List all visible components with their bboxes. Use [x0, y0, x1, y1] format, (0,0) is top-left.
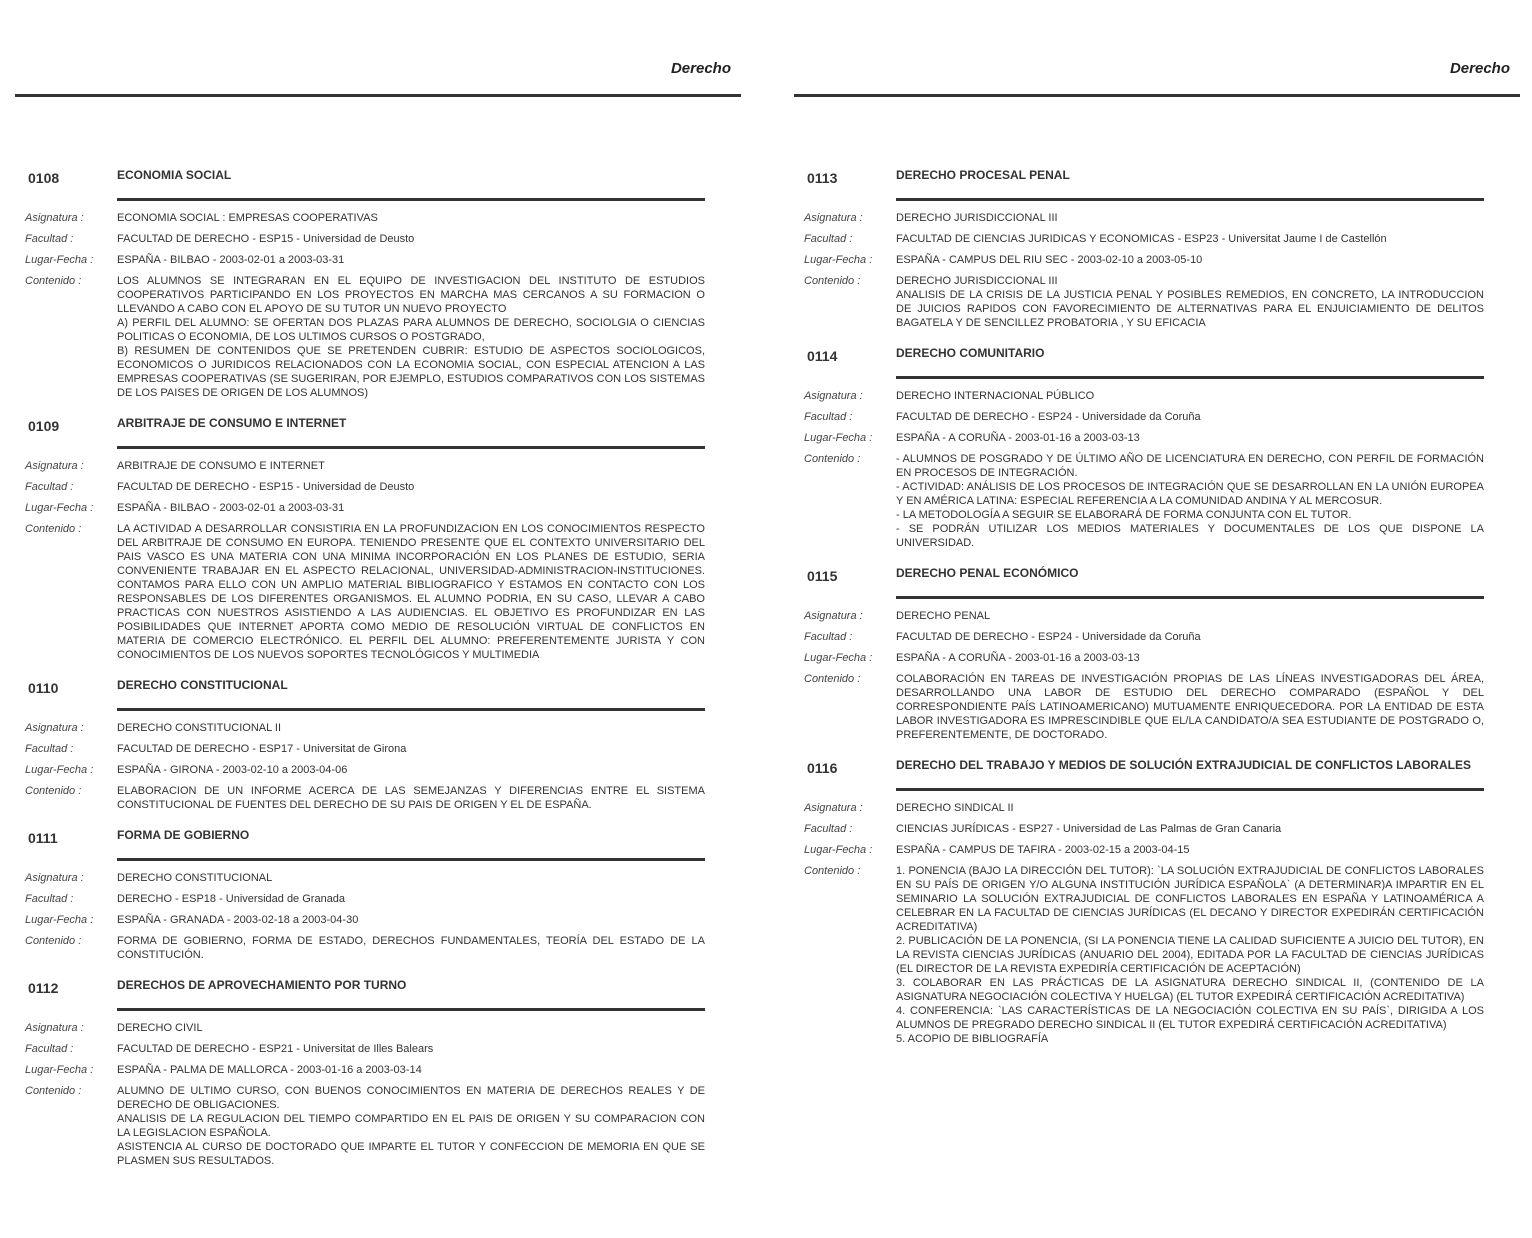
field-value: FACULTAD DE DERECHO - ESP24 - Universidade da Coruña: [896, 631, 1201, 643]
field-value: ESPAÑA - CAMPUS DEL RIU SEC - 2003-02-10 a 2003-05-10: [896, 254, 1203, 266]
field-value: COLABORACIÓN EN TAREAS DE INVESTIGACIÓN PROPIAS DE LAS LÍNEAS INVESTIGADORAS DEL ÁREA, DESARROLLANDO UNA LABOR DE ESTUDIO DEL DERECHO COMPARADO (ESPAÑOL Y DEL CORRESPONDIENTE PAÍS LATINOAMERICANO) MUTUAMENTE ENRIQUECEDORA. POR LA ENTIDAD DE ESTA LABOR INVESTIGADORA ES IMPRESCINDIBLE QUE EL/LA CANDIDATO/A SEA ESTUDIANTE DE POSTGRADO O, PREFERENTEMENTE, DE DOCTORADO.: [896, 673, 1484, 741]
entry-block: [794, 168, 1520, 330]
field-lugar-fecha: [15, 1063, 741, 1077]
field-label: Contenido :: [25, 785, 82, 797]
field-value: FACULTAD DE DERECHO - ESP24 - Universidade da Coruña: [896, 411, 1201, 423]
entry-header: [15, 828, 741, 858]
entry-title: FORMA DE GOBIERNO: [117, 828, 250, 842]
field-label: Facultad :: [25, 893, 74, 905]
field-value: DERECHO SINDICAL II: [896, 802, 1014, 814]
entry-header: [794, 168, 1520, 198]
field-label: Facultad :: [804, 233, 853, 245]
entry-list: [15, 168, 741, 1184]
entry-header: [15, 678, 741, 708]
field-contenido: [794, 274, 1520, 330]
field-asignatura: [15, 211, 741, 225]
field-facultad: [794, 630, 1520, 644]
field-value: ESPAÑA - A CORUÑA - 2003-01-16 a 2003-03-13: [896, 432, 1140, 444]
field-value: FACULTAD DE CIENCIAS JURIDICAS Y ECONOMICAS - ESP23 - Universitat Jaume I de Castellón: [896, 233, 1387, 245]
field-value: ESPAÑA - GRANADA - 2003-02-18 a 2003-04-30: [117, 914, 359, 926]
field-lugar-fecha: [794, 651, 1520, 665]
field-label: Asignatura :: [25, 722, 84, 734]
field-contenido: [794, 672, 1520, 742]
field-facultad: [794, 822, 1520, 836]
field-label: Asignatura :: [804, 802, 863, 814]
entry-block: [794, 758, 1520, 1046]
field-value: DERECHO JURISDICCIONAL III ANALISIS DE LA CRISIS DE LA JUSTICIA PENAL Y POSIBLES REMEDIOS, EN CONCRETO, LA INTRODUCCION DE JUICIOS RAPIDOS CON FAVORECIMIENTO DE ALTERNATIVAS PARA EL ENJUICIAMIENTO DE DELITOS BAGATELA Y DE SENCILLEZ PROBATORIA , Y SU EFICACIA: [896, 275, 1484, 329]
field-value: ESPAÑA - BILBAO - 2003-02-01 a 2003-03-31: [117, 254, 345, 266]
field-label: Asignatura :: [25, 212, 84, 224]
field-label: Asignatura :: [804, 610, 863, 622]
running-head: Derecho: [1449, 60, 1510, 77]
entry-title: DERECHO DEL TRABAJO Y MEDIOS DE SOLUCIÓN EXTRAJUDICIAL DE CONFLICTOS LABORALES: [896, 758, 1471, 772]
entry-title: DERECHO CONSTITUCIONAL: [117, 678, 288, 692]
field-label: Contenido :: [25, 523, 82, 535]
field-lugar-fecha: [794, 253, 1520, 267]
field-label: Lugar-Fecha :: [804, 432, 873, 444]
field-contenido: [15, 274, 741, 400]
field-value: - ALUMNOS DE POSGRADO Y DE ÚLTIMO AÑO DE LICENCIATURA EN DERECHO, CON PERFIL DE FORMACIÓN EN PROCESOS DE INTEGRACIÓN. - ACTIVIDAD: ANÁLISIS DE LOS PROCESOS DE INTEGRACIÓN QUE SE DESARROLLAN EN LA UNIÓN EUROPEA Y EN AMÉRICA LATINA: ESPECIAL REFERENCIA A LA COMUNIDAD ANDINA Y AL MERCOSUR. - LA METODOLOGÍA A SEGUIR SE ELABORARÁ DE FORMA CONJUNTA CON EL TUTOR. - SE PODRÁN UTILIZAR LOS MEDIOS MATERIALES Y DOCUMENTALES DE LOS QUE DISPONE LA UNIVERSIDAD.: [896, 453, 1484, 549]
field-lugar-fecha: [15, 913, 741, 927]
field-label: Contenido :: [25, 275, 82, 287]
field-value: DERECHO - ESP18 - Universidad de Granada: [117, 893, 346, 905]
entry-rule: [896, 198, 1484, 201]
entry-rule: [117, 1008, 705, 1011]
field-facultad: [15, 480, 741, 494]
field-facultad: [15, 742, 741, 756]
entry-rule: [117, 446, 705, 449]
field-label: Asignatura :: [804, 212, 863, 224]
field-label: Contenido :: [25, 1085, 82, 1097]
entry-block: [15, 416, 741, 662]
field-asignatura: [15, 459, 741, 473]
field-label: Lugar-Fecha :: [25, 764, 94, 776]
field-facultad: [15, 892, 741, 906]
field-label: Facultad :: [25, 481, 74, 493]
field-label: Contenido :: [804, 865, 861, 877]
field-label: Facultad :: [25, 743, 74, 755]
field-label: Asignatura :: [804, 390, 863, 402]
field-label: Lugar-Fecha :: [804, 254, 873, 266]
field-lugar-fecha: [794, 431, 1520, 445]
entry-block: [15, 678, 741, 812]
entry-title: DERECHO PENAL ECONÓMICO: [896, 566, 1079, 580]
left-page: [15, 0, 741, 1238]
field-value: ECONOMIA SOCIAL : EMPRESAS COOPERATIVAS: [117, 212, 378, 224]
header-rule: [794, 94, 1520, 97]
field-contenido: [794, 864, 1520, 1046]
entry-code: 0112: [28, 980, 59, 996]
field-facultad: [794, 232, 1520, 246]
field-value: ESPAÑA - PALMA DE MALLORCA - 2003-01-16 a 2003-03-14: [117, 1064, 422, 1076]
field-value: DERECHO CONSTITUCIONAL: [117, 872, 273, 884]
entry-title: ECONOMIA SOCIAL: [117, 168, 232, 182]
field-lugar-fecha: [15, 763, 741, 777]
entry-code: 0113: [807, 170, 838, 186]
entry-block: [15, 978, 741, 1168]
field-value: LA ACTIVIDAD A DESARROLLAR CONSISTIRIA EN LA PROFUNDIZACION EN LOS CONOCIMIENTOS RESPECTO DEL ARBITRAJE DE CONSUMO EN EUROPA. TENIENDO PRESENTE QUE EL CONTEXTO UNIVERSITARIO DEL PAIS VASCO ES UNA MATERIA CON UNA MINIMA INCORPORACIÓN EN LOS PLANES DE ESTUDIO, SERIA CONVENIENTE TRABAJAR EN EL ASPECTO RELACIONAL, UNIVERSIDAD-ADMINISTRACION-INSTITUCIONES. CONTAMOS PARA ELLO CON UN AMPLIO MATERIAL BIBLIOGRAFICO Y ESTAMOS EN CONTACTO CON LOS RESPONSABLES DE LOS DIFERENTES ORGANISMOS. EL ALUMNO PODRIA, EN SU CASO, LLEVAR A CABO PRACTICAS CON NUESTROS ASISTIENDO A LAS AUDIENCIAS. EL OBJETIVO ES PROFUNDIZAR EN LAS POSIBILIDADES QUE INTERNET APORTA COMO MEDIO DE RESOLUCIÓN VIRTUAL DE CONFLICTOS EN MATERIA DE COMERCIO ELECTRÓNICO. EL PERFIL DEL ALUMNO: PREFERENTEMENTE JURISTA Y CON CONOCIMIENTOS DE LOS NUEVOS SOPORTES TECNOLÓGICOS Y MULTIMEDIA: [117, 523, 705, 661]
entry-code: 0109: [28, 418, 60, 434]
field-value: ESPAÑA - CAMPUS DE TAFIRA - 2003-02-15 a 2003-04-15: [896, 844, 1190, 856]
field-lugar-fecha: [15, 253, 741, 267]
field-contenido: [15, 934, 741, 962]
field-value: DERECHO JURISDICCIONAL III: [896, 212, 1058, 224]
field-label: Asignatura :: [25, 1022, 84, 1034]
entry-title: DERECHOS DE APROVECHAMIENTO POR TURNO: [117, 978, 407, 992]
entry-header: [794, 758, 1520, 788]
field-label: Contenido :: [804, 275, 861, 287]
entry-header: [15, 168, 741, 198]
field-contenido: [15, 522, 741, 662]
entry-list: [794, 168, 1520, 1062]
field-asignatura: [794, 801, 1520, 815]
field-label: Lugar-Fecha :: [804, 844, 873, 856]
entry-block: [794, 346, 1520, 550]
field-label: Lugar-Fecha :: [25, 1064, 94, 1076]
field-label: Facultad :: [804, 411, 853, 423]
field-asignatura: [794, 211, 1520, 225]
field-label: Facultad :: [804, 631, 853, 643]
running-head: Derecho: [670, 60, 731, 77]
field-value: DERECHO CIVIL: [117, 1022, 203, 1034]
field-asignatura: [15, 871, 741, 885]
field-contenido: [794, 452, 1520, 550]
field-asignatura: [15, 1021, 741, 1035]
entry-block: [794, 566, 1520, 742]
field-value: FACULTAD DE DERECHO - ESP15 - Universidad de Deusto: [117, 233, 415, 245]
field-value: ESPAÑA - BILBAO - 2003-02-01 a 2003-03-31: [117, 502, 345, 514]
field-value: FACULTAD DE DERECHO - ESP17 - Universitat de Girona: [117, 743, 407, 755]
entry-code: 0114: [807, 348, 838, 364]
field-value: CIENCIAS JURÍDICAS - ESP27 - Universidad de Las Palmas de Gran Canaria: [896, 823, 1282, 835]
field-label: Lugar-Fecha :: [25, 502, 94, 514]
field-label: Lugar-Fecha :: [25, 254, 94, 266]
field-value: ESPAÑA - GIRONA - 2003-02-10 a 2003-04-06: [117, 764, 348, 776]
field-label: Asignatura :: [25, 460, 84, 472]
field-label: Contenido :: [25, 935, 82, 947]
field-value: FACULTAD DE DERECHO - ESP15 - Universidad de Deusto: [117, 481, 415, 493]
entry-rule: [117, 858, 705, 861]
field-value: ELABORACION DE UN INFORME ACERCA DE LAS SEMEJANZAS Y DIFERENCIAS ENTRE EL SISTEMA CONSTITUCIONAL DE FUENTES DEL DERECHO DE SU PAIS DE ORIGEN Y EL DE ESPAÑA.: [117, 785, 705, 811]
entry-rule: [896, 376, 1484, 379]
entry-rule: [896, 788, 1484, 791]
entry-code: 0110: [28, 680, 59, 696]
field-lugar-fecha: [794, 843, 1520, 857]
entry-block: [15, 828, 741, 962]
entry-title: DERECHO COMUNITARIO: [896, 346, 1045, 360]
entry-header: [15, 416, 741, 446]
entry-header: [15, 978, 741, 1008]
field-value: DERECHO PENAL: [896, 610, 991, 622]
field-facultad: [15, 1042, 741, 1056]
field-asignatura: [794, 609, 1520, 623]
entry-header: [794, 346, 1520, 376]
field-label: Facultad :: [25, 233, 74, 245]
entry-code: 0111: [28, 830, 58, 846]
field-value: FORMA DE GOBIERNO, FORMA DE ESTADO, DERECHOS FUNDAMENTALES, TEORÍA DEL ESTADO DE LA CONSTITUCIÓN.: [117, 935, 705, 961]
entry-title: ARBITRAJE DE CONSUMO E INTERNET: [117, 416, 347, 430]
field-value: FACULTAD DE DERECHO - ESP21 - Universitat de Illes Balears: [117, 1043, 434, 1055]
field-label: Lugar-Fecha :: [25, 914, 94, 926]
field-value: DERECHO INTERNACIONAL PÚBLICO: [896, 390, 1095, 402]
field-facultad: [15, 232, 741, 246]
field-value: ESPAÑA - A CORUÑA - 2003-01-16 a 2003-03-13: [896, 652, 1140, 664]
field-value: 1. PONENCIA (BAJO LA DIRECCIÓN DEL TUTOR): `LA SOLUCIÓN EXTRAJUDICIAL DE CONFLICTOS LABORALES EN SU PAÍS DE ORIGEN Y/O ALGUNA INSTITUCIÓN JURÍDICA ESPAÑOLA` (A DETERMINAR)A IMPARTIR EN EL SEMINARIO LA SOLUCIÓN EXTRAJUDICIAL DE CONFLICTOS LABORALES EN ESPAÑA Y LATINOAMÉRICA A CELEBRAR EN LA FACULTAD DE CIENCIAS JURÍDICAS (EL DECANO Y DIRECTOR EXPEDIRÁN CERTIFICACIÓN ACREDITATIVA) 2. PUBLICACIÓN DE LA PONENCIA, (SI LA PONENCIA TIENE LA CALIDAD SUFICIENTE A JUICIO DEL TUTOR), EN LA REVISTA CIENCIAS JURÍDICAS (ANUARIO DEL 2004), EDITADA POR LA FACULTAD DE CIENCIAS JURÍDICAS (EL DIRECTOR DE LA REVISTA EXPEDIRÍA CERTIFICACIÓN DE ACEPTACIÓN) 3. COLABORAR EN LAS PRÁCTICAS DE LA ASIGNATURA DERECHO SINDICAL II, (CONTENIDO DE LA ASIGNATURA NEGOCIACIÓN COLECTIVA Y HUELGA) (EL TUTOR EXPEDIRÁ CERTIFICACIÓN ACREDITATIVA) 4. CONFERENCIA: `LAS CARACTERÍSTICAS DE LA NEGOCIACIÓN COLECTIVA EN SU PAÍS`, DIRIGIDA A LOS ALUMNOS DE PREGRADO DERECHO SINDICAL II (EL TUTOR EXPEDIRÁ CERTIFICACIÓN ACREDITATIVA) 5. ACOPIO DE BIBLIOGRAFÍA: [896, 865, 1484, 1045]
field-value: DERECHO CONSTITUCIONAL II: [117, 722, 281, 734]
entry-rule: [117, 198, 705, 201]
entry-header: [794, 566, 1520, 596]
field-value: ARBITRAJE DE CONSUMO E INTERNET: [117, 460, 325, 472]
field-label: Contenido :: [804, 453, 861, 465]
field-label: Lugar-Fecha :: [804, 652, 873, 664]
field-label: Facultad :: [25, 1043, 74, 1055]
field-contenido: [15, 1084, 741, 1168]
field-asignatura: [15, 721, 741, 735]
entry-code: 0108: [28, 170, 60, 186]
field-value: LOS ALUMNOS SE INTEGRARAN EN EL EQUIPO DE INVESTIGACION DEL INSTITUTO DE ESTUDIOS COOPERATIVOS PARTICIPANDO EN LOS PROYECTOS EN MARCHA MAS CERCANOS A SU FORMACION O LLEVANDO A CABO CON EL APOYO DE SU TUTOR UN NUEVO PROYECTO A) PERFIL DEL ALUMNO: SE OFERTAN DOS PLAZAS PARA ALUMNOS DE DERECHO, SOCIOLGIA O CIENCIAS POLITICAS O ECONOMIA, DE LOS ULTIMOS CURSOS O POSTGRADO, B) RESUMEN DE CONTENIDOS QUE SE PRETENDEN CUBRIR: ESTUDIO DE ASPECTOS SOCIOLOGICOS, ECONOMICOS O JURIDICOS RELACIONADOS CON LA ECONOMIA SOCIAL, CON ESPECIAL ATENCION A LAS EMPRESAS COOPERATIVAS (SE SUGERIRAN, POR EJEMPLO, ESTUDIOS COMPARATIVOS CON LOS SISTEMAS DE LOS PAISES DE ORIGEN DE LOS ALUMNOS): [117, 275, 705, 399]
field-label: Asignatura :: [25, 872, 84, 884]
field-facultad: [794, 410, 1520, 424]
right-page: [794, 0, 1520, 1238]
header-rule: [15, 94, 741, 97]
field-label: Contenido :: [804, 673, 861, 685]
entry-code: 0116: [807, 760, 838, 776]
field-value: ALUMNO DE ULTIMO CURSO, CON BUENOS CONOCIMIENTOS EN MATERIA DE DERECHOS REALES Y DE DERECHO DE OBLIGACIONES. ANALISIS DE LA REGULACION DEL TIEMPO COMPARTIDO EN EL PAIS DE ORIGEN Y SU COMPARACION CON LA LEGISLACION ESPAÑOLA. ASISTENCIA AL CURSO DE DOCTORADO QUE IMPARTE EL TUTOR Y CONFECCION DE MEMORIA EN QUE SE PLASMEN SUS RESULTADOS.: [117, 1085, 705, 1167]
field-contenido: [15, 784, 741, 812]
field-lugar-fecha: [15, 501, 741, 515]
entry-title: DERECHO PROCESAL PENAL: [896, 168, 1070, 182]
field-label: Facultad :: [804, 823, 853, 835]
entry-block: [15, 168, 741, 400]
entry-code: 0115: [807, 568, 838, 584]
field-asignatura: [794, 389, 1520, 403]
entry-rule: [896, 596, 1484, 599]
entry-rule: [117, 708, 705, 711]
